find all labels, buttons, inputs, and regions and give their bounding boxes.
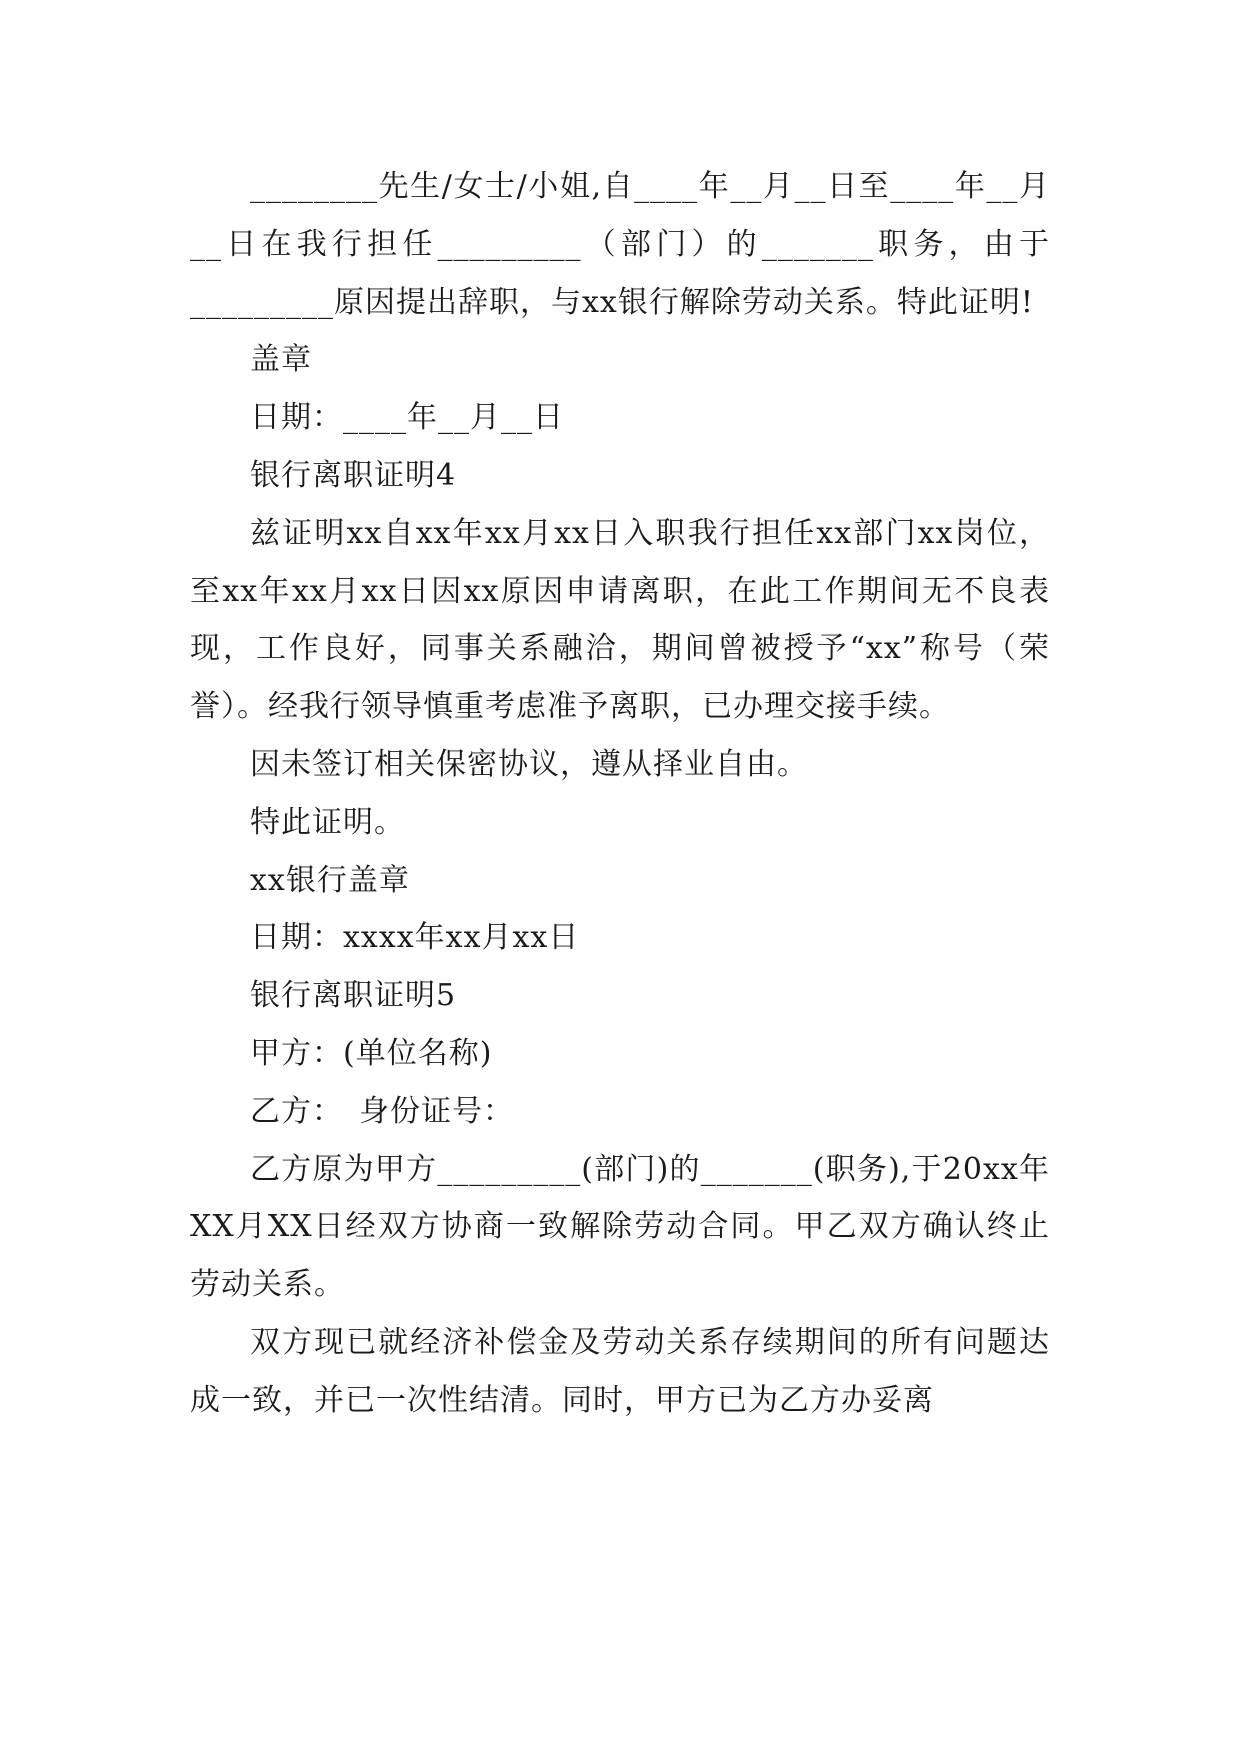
compensation-paragraph: 双方现已就经济补偿金及劳动关系存续期间的所有问题达成一致，并已一次性结清。同时，甲方已为乙方办妥离 <box>190 1324 1050 1418</box>
seal-line: 盖章 <box>250 342 312 378</box>
bank-seal-line: xx银行盖章 <box>250 862 410 898</box>
document-body <box>190 158 1050 1430</box>
confidentiality-paragraph: 因未签订相关保密协议，遵从择业自由。 <box>250 746 808 782</box>
contract-termination-paragraph: 乙方原为甲方_________(部门)的_______(职务),于20xx年XX月XX日经双方协商一致解除劳动合同。甲乙双方确认终止劳动关系。 <box>190 1151 1050 1303</box>
section-heading-certificate-4: 银行离职证明4 <box>250 457 457 493</box>
certificate-3-body-paragraph: ________先生/女士/小姐,自____年__月__日至____年__月__日在我行担任_________（部门）的_______职务，由于_________原因提出辞职，与xx银行解除劳动关系。特此证明! <box>190 169 1050 320</box>
party-a-line: 甲方：(单位名称) <box>250 1035 493 1071</box>
hereby-certify-line: 特此证明。 <box>250 804 405 840</box>
certificate-4-date-line: 日期：xxxx年xx月xx日 <box>250 920 580 956</box>
section-heading-certificate-5: 银行离职证明5 <box>250 978 457 1014</box>
date-line: 日期：____年__月__日 <box>250 400 564 436</box>
party-b-line: 乙方： 身份证号： <box>250 1093 514 1129</box>
certificate-4-body-paragraph: 兹证明xx自xx年xx月xx日入职我行担任xx部门xx岗位，至xx年xx月xx日因xx原因申请离职，在此工作期间无不良表现，工作良好，同事关系融洽，期间曾被授予“xx”称号（荣誉）。经我行领导慎重考虑准予离职，已办理交接手续。 <box>190 515 1050 725</box>
